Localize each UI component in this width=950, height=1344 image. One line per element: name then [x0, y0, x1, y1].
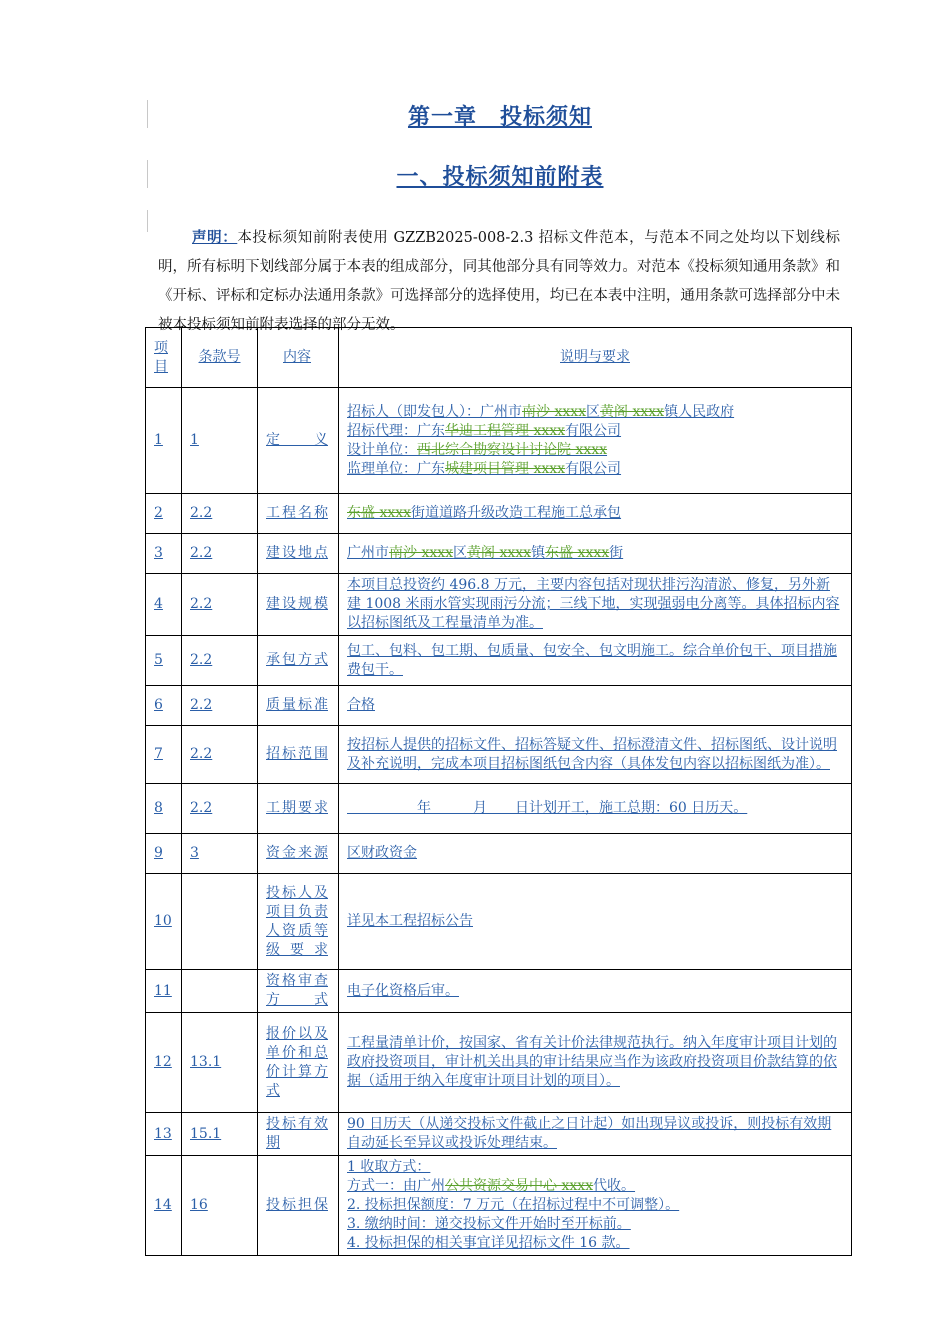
description-text: 年 月 日计划开工，施工总期：60 日历天。	[347, 800, 748, 816]
description-text: 90 日历天（从递交投标文件截止之日计起）如出现异议或投诉，则投标有效期自动延长至异议或投诉处理结束。	[347, 1116, 832, 1151]
description-text: 广州市	[347, 545, 389, 561]
row-clause: 2.2	[182, 686, 258, 726]
row-name: 投标担保	[258, 1156, 339, 1256]
description-text: 设计单位：	[347, 441, 417, 458]
table-row	[146, 636, 852, 686]
row-description	[339, 686, 852, 726]
description-text: 4. 投标担保的相关事宜详见招标文件 16 款。	[347, 1235, 630, 1251]
description-line	[347, 1034, 843, 1091]
header-content: 内容	[258, 328, 339, 388]
table-row	[146, 874, 852, 970]
row-number: 11	[146, 970, 182, 1013]
deleted-text: 黄阁 xxxx	[600, 403, 665, 420]
table-row	[146, 970, 852, 1013]
description-line	[347, 504, 843, 523]
description-text: 详见本工程招标公告	[347, 913, 473, 929]
row-description	[339, 1113, 852, 1156]
description-text: 镇	[531, 545, 546, 561]
description-text: 街	[609, 545, 624, 561]
row-number: 6	[146, 686, 182, 726]
row-clause: 2.2	[182, 726, 258, 784]
table-row	[146, 388, 852, 494]
deleted-text: 城建项目管理 xxxx	[445, 460, 566, 477]
row-number: 5	[146, 636, 182, 686]
row-name: 定义	[258, 388, 339, 494]
description-line	[347, 799, 843, 818]
description-line	[347, 912, 843, 931]
table-row	[146, 686, 852, 726]
description-line	[347, 1215, 843, 1234]
row-description	[339, 1013, 852, 1113]
description-line	[347, 1158, 843, 1177]
deleted-text: 南沙 xxxx	[522, 403, 587, 420]
description-text: 2. 投标担保额度：7 万元（在招标过程中不可调整）。	[347, 1197, 680, 1213]
row-description	[339, 1156, 852, 1256]
description-text: 工程量清单计价，按国家、省有关计价法律规范执行。纳入年度审计项目计划的政府投资项目，审计机关出具的审计结果应当作为该政府投资项目价款结算的依据（适用于纳入年度审计项目计划的项目）。	[347, 1035, 837, 1089]
header-clause: 条款号	[182, 328, 258, 388]
description-line	[347, 1196, 843, 1215]
description-text: 合格	[347, 697, 375, 713]
description-text: 区	[586, 403, 601, 420]
description-text: 按招标人提供的招标文件、招标答疑文件、招标澄清文件、招标图纸、设计说明及补充说明，完成本项目招标图纸包含内容（具体发包内容以招标图纸为准）。	[347, 736, 837, 772]
row-description	[339, 970, 852, 1013]
declaration-label: 声明：	[192, 228, 238, 246]
declaration-paragraph	[158, 223, 840, 340]
row-description	[339, 388, 852, 494]
description-line	[347, 544, 843, 563]
row-description	[339, 834, 852, 874]
table-header-row	[146, 328, 852, 388]
row-number: 14	[146, 1156, 182, 1256]
description-line	[347, 1115, 843, 1153]
description-text: 镇人民政府	[664, 403, 735, 420]
row-description	[339, 636, 852, 686]
description-line	[347, 460, 843, 479]
row-number: 4	[146, 574, 182, 636]
row-number: 10	[146, 874, 182, 970]
row-number: 8	[146, 784, 182, 834]
row-number: 13	[146, 1113, 182, 1156]
description-line	[347, 576, 843, 633]
description-line	[347, 1177, 843, 1196]
table-row	[146, 494, 852, 534]
row-number: 1	[146, 388, 182, 494]
row-clause: 2.2	[182, 534, 258, 574]
row-name: 质量标准	[258, 686, 339, 726]
row-name: 承包方式	[258, 636, 339, 686]
description-text: 街道道路升级改造工程施工总承包	[411, 505, 622, 521]
chapter-title: 第一章 投标须知	[407, 105, 592, 130]
description-line	[347, 441, 843, 460]
row-description	[339, 784, 852, 834]
row-name: 资金来源	[258, 834, 339, 874]
description-text: 本项目总投资约 496.8 万元，主要内容包括对现状排污沟清淤、修复，另外新建 1008 米雨水管实现雨污分流；三线下地，实现强弱电分离等。具体招标内容以招标图纸及工程量清单为准。	[347, 577, 840, 631]
row-description	[339, 494, 852, 534]
description-text: 监理单位：广东	[347, 460, 445, 477]
row-name: 建设规模	[258, 574, 339, 636]
table-row	[146, 726, 852, 784]
row-name: 建设地点	[258, 534, 339, 574]
deleted-text: 公共资源交易中心 xxxx	[445, 1178, 594, 1194]
description-line	[347, 1234, 843, 1253]
row-description	[339, 874, 852, 970]
margin-marker	[147, 100, 148, 128]
description-text: 方式一：由广州	[347, 1178, 445, 1194]
row-name: 报价以及单价和总价计算方式	[258, 1013, 339, 1113]
row-clause	[182, 970, 258, 1013]
description-line	[347, 982, 843, 1001]
row-description	[339, 574, 852, 636]
description-text: 3. 缴纳时间：递交投标文件开始时至开标前。	[347, 1216, 631, 1232]
row-name: 工程名称	[258, 494, 339, 534]
row-clause: 2.2	[182, 636, 258, 686]
margin-marker	[147, 160, 148, 188]
row-name: 投标有效期	[258, 1113, 339, 1156]
deleted-text: 南沙 xxxx	[389, 545, 454, 561]
row-clause	[182, 874, 258, 970]
declaration-text: 本投标须知前附表使用 GZZB2025-008-2.3 招标文件范本，与范本不同之处均以下划线标明，所有标明下划线部分属于本表的组成部分，同其他部分具有同等效力。对范本《投标须知通用条款》和《开标、评标和定标办法通用条款》可选择部分的选择使用，均已在本表中注明，通用条款可选择部分中未被本投标须知前附表选择的部分无效。	[158, 229, 841, 333]
deleted-text: 黄阁 xxxx	[467, 545, 532, 561]
description-text: 区财政资金	[347, 845, 417, 861]
row-number: 2	[146, 494, 182, 534]
row-number: 9	[146, 834, 182, 874]
row-clause: 3	[182, 834, 258, 874]
description-line	[347, 642, 843, 680]
description-text: 代收。	[593, 1178, 636, 1194]
description-line	[347, 736, 843, 774]
margin-marker	[147, 210, 148, 232]
deleted-text: 西北综合勘察设计讨论院 xxxx	[417, 441, 608, 458]
row-clause: 1	[182, 388, 258, 494]
description-line	[347, 422, 843, 441]
row-description	[339, 534, 852, 574]
description-text: 电子化资格后审。	[347, 982, 459, 999]
row-clause: 16	[182, 1156, 258, 1256]
description-text: 区	[453, 545, 468, 561]
deleted-text: 东盛 xxxx	[545, 545, 610, 561]
description-line	[347, 844, 843, 863]
row-number: 3	[146, 534, 182, 574]
row-clause: 2.2	[182, 784, 258, 834]
description-text: 包工、包料、包工期、包质量、包安全、包文明施工。综合单价包干、项目措施费包干。	[347, 642, 837, 678]
row-description	[339, 726, 852, 784]
description-text: 招标人（即发包人）：广州市	[347, 403, 522, 420]
table-row	[146, 784, 852, 834]
row-name: 资格审查方式	[258, 970, 339, 1013]
bid-notice-table	[145, 327, 852, 1256]
description-text: 招标代理：广东	[347, 422, 445, 439]
description-text: 有限公司	[565, 422, 622, 439]
table-row	[146, 1113, 852, 1156]
description-text: 1 收取方式：	[347, 1159, 431, 1175]
row-name: 投标人及项目负责人资质等级要求	[258, 874, 339, 970]
deleted-text: 华迪工程管理 xxxx	[445, 422, 566, 439]
table-row	[146, 574, 852, 636]
description-text: 有限公司	[565, 460, 622, 477]
row-name: 招标范围	[258, 726, 339, 784]
deleted-text: 东盛 xxxx	[347, 505, 412, 521]
table-row	[146, 534, 852, 574]
row-number: 7	[146, 726, 182, 784]
table-row	[146, 1013, 852, 1113]
description-line	[347, 403, 843, 422]
section-title: 一、投标须知前附表	[396, 165, 604, 190]
table-row	[146, 1156, 852, 1256]
header-desc: 说明与要求	[339, 328, 852, 388]
header-item: 项目	[146, 328, 182, 388]
row-number: 12	[146, 1013, 182, 1113]
table-row	[146, 834, 852, 874]
description-line	[347, 696, 843, 715]
row-clause: 2.2	[182, 494, 258, 534]
row-clause: 2.2	[182, 574, 258, 636]
row-clause: 13.1	[182, 1013, 258, 1113]
row-clause: 15.1	[182, 1113, 258, 1156]
row-name: 工期要求	[258, 784, 339, 834]
